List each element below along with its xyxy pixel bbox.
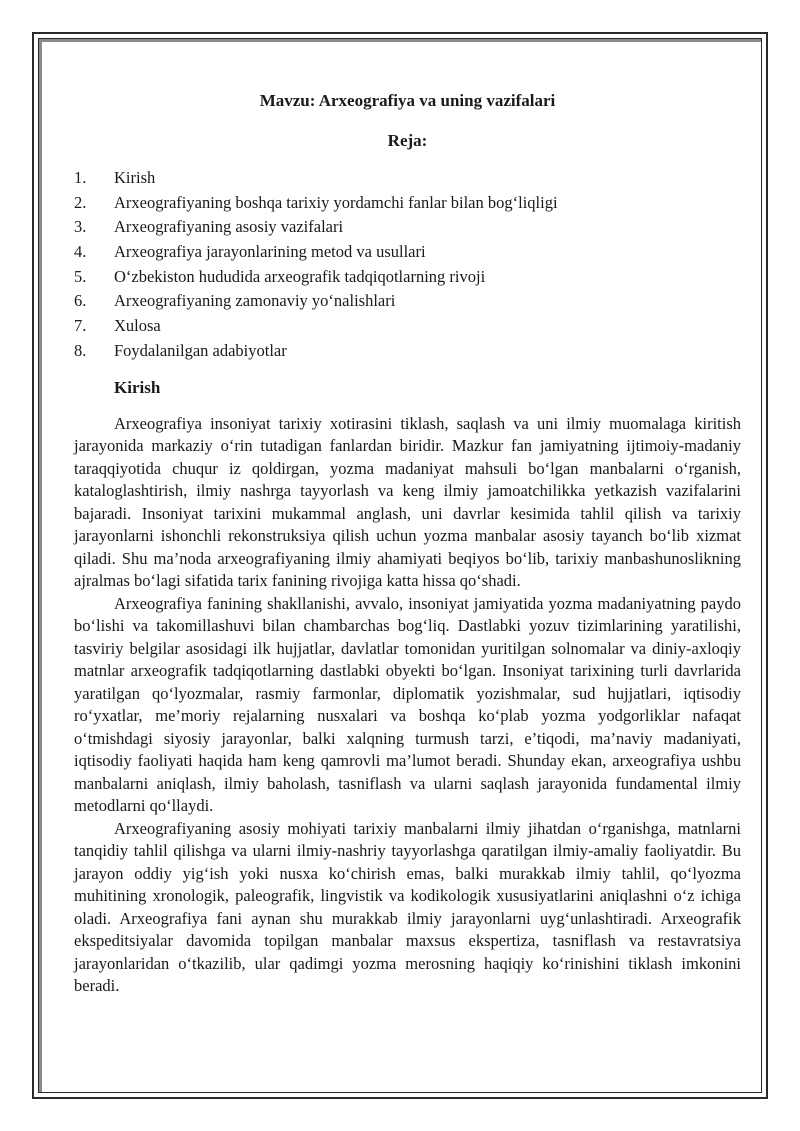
plan-item [74, 241, 741, 264]
body-paragraph: Arxeografiya fanining shakllanishi, avvalo, insoniyat jamiyatida yozma madaniyatning paydo bo‘lishi va takomillashuvi bilan chambarchas bog‘liq. Dastlabki yozuv tizimlarining yaratilishi, tasviriy belgilar asosidagi ilk hujjatlar, davlatlar tomonidan yuritilgan solnomalar va diniy-axloqiy matnlar arxeografik tadqiqotlarning dastlabki obyekti bo‘lgan. Insoniyat tarixining turli davrlarida yaratilgan qo‘lyozmalar, rasmiy farmonlar, diplomatik yozishmalar, sud hujjatlari, iqtisodiy ro‘yxatlar, me’moriy rejalarning nusxalari va boshqa ko‘plab yozma yodgorliklar nafaqat o‘tmishdagi siyosiy jarayonlar, balki xalqning turmush tarzi, e’tiqodi, ma’naviy madaniyati, iqtisodiy faoliyati haqida ham keng qamrovli ma’lumot beradi. Shunday ekan, arxeografiya ushbu manbalarni aniqlash, ilmiy baholash, tasniflash va ularni saqlash jarayonida fundamental ilmiy metodlarni qo‘llaydi. [74, 593, 741, 816]
plan-item-number: 6. [74, 291, 87, 311]
plan-item-text: Arxeografiyaning zamonaviy yo‘nalishlari [114, 291, 396, 311]
document-body [74, 90, 741, 998]
plan-item [74, 266, 741, 289]
document-title: Mavzu: Arxeografiya va uning vazifalari [259, 91, 556, 110]
section-heading: Kirish [114, 378, 161, 398]
plan-item-number: 7. [74, 316, 87, 336]
plan-item-number: 1. [74, 168, 87, 187]
body-paragraph: Arxeografiya insoniyat tarixiy xotirasini tiklash, saqlash va uni ilmiy muomalaga kiritish jarayonida markaziy o‘rin tutadigan fanlardan biridir. Mazkur fan jamiyatning ijtimoiy-madaniy taraqqiyotida chuqur iz qoldirgan, yozma madaniyat mahsuli bo‘lgan manbalarni o‘rganish, kataloglashtirish, ilmiy nashrga tayyorlash va keng ilmiy jamoatchilikka yetkazish vazifalarini bajaradi. Insoniyat tarixini mukammal anglash, uni davrlar kesimida tahlil qilish va tarixiy jarayonlarni ishonchli rekonstruksiya qilish uchun yozma manbalar asosiy tayanch bo‘lib xizmat qiladi. Shu ma’noda arxeografiyaning ilmiy ahamiyati beqiyos bo‘lib, tarixiy manbashunoslikning ajralmas bo‘lagi sifatida tarix fanining rivojiga katta hissa qo‘shadi. [74, 413, 741, 591]
plan-item-number: 3. [74, 217, 87, 237]
plan-item [74, 192, 741, 215]
plan-item [74, 315, 741, 338]
plan-item-text: Arxeografiya jarayonlarining metod va usullari [114, 242, 426, 262]
plan-item-number: 4. [74, 242, 87, 262]
plan-item-text: Foydalanilgan adabiyotlar [114, 340, 287, 360]
plan-item [74, 167, 741, 190]
plan-item [74, 216, 741, 239]
plan-item-text: Arxeografiyaning boshqa tarixiy yordamchi fanlar bilan bog‘liqligi [114, 192, 558, 212]
plan-list [74, 167, 741, 362]
plan-item-text: O‘zbekiston hududida arxeografik tadqiqotlarning rivoji [114, 266, 486, 286]
body-paragraph: Arxeografiyaning asosiy mohiyati tarixiy manbalarni ilmiy jihatdan o‘rganishga, matnlarni tanqidiy tahlil qilishga va ularni ilmiy-nashriy tayyorlashga qaratilgan ilmiy-amaliy faoliyatdir. Bu jarayon oddiy yig‘ish yoki nusxa ko‘chirish emas, balki murakkab ilmiy tahlil, qo‘lyozma muhitining xronologik, paleografik, lingvistik va kodikologik xususiyatlarini aniqlashni o‘z ichiga oladi. Arxeografiya fani aynan shu murakkab ilmiy jarayonlarni uyg‘unlashtiradi. Arxeografik ekspeditsiyalar davomida topilgan manbalar maxsus ekspertiza, tasniflash va restavratsiya jarayonlaridan o‘tkazilib, ular qadimgi yozma merosning haqiqiy ko‘rinishini tiklash imkonini beradi. [74, 818, 741, 996]
plan-item-number: 5. [74, 266, 87, 286]
plan-item-text: Arxeografiyaning asosiy vazifalari [114, 217, 344, 237]
plan-item [74, 340, 741, 363]
plan-item-text: Xulosa [114, 316, 161, 336]
plan-item-text: Kirish [114, 168, 156, 187]
plan-item [74, 290, 741, 313]
plan-heading: Reja: [387, 130, 428, 150]
plan-item-number: 8. [74, 340, 87, 360]
plan-item-number: 2. [74, 192, 87, 212]
